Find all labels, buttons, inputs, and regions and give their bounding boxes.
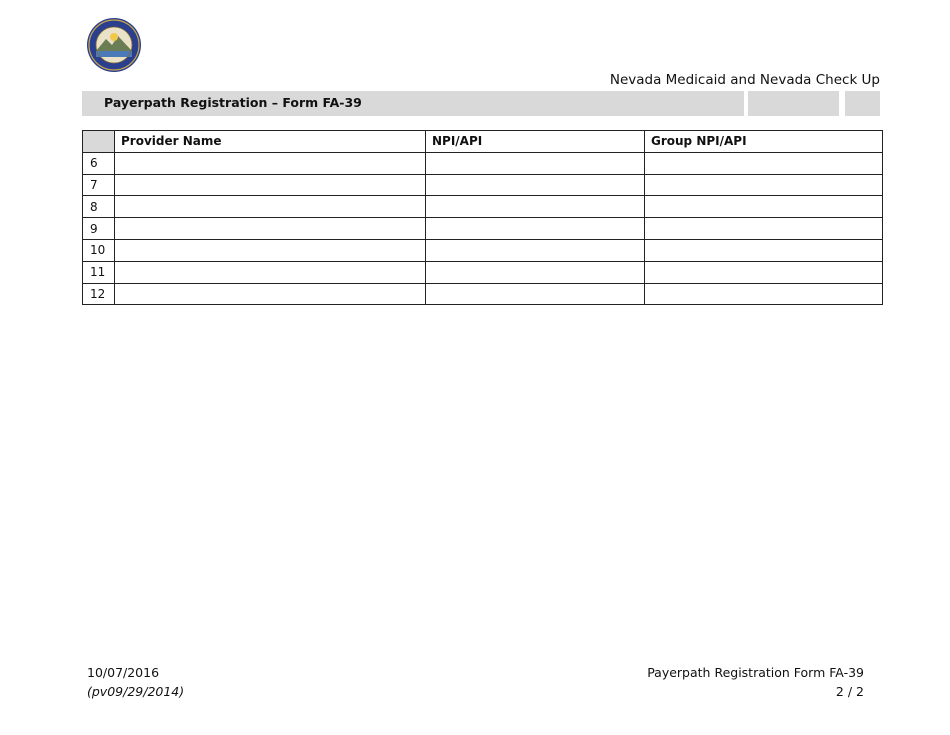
provider-name-cell[interactable] [115,261,426,283]
row-number: 8 [83,196,115,218]
npi-api-cell[interactable] [426,239,645,261]
provider-name-cell[interactable] [115,218,426,240]
table-header-row [83,131,883,153]
column-header-number [83,131,115,153]
column-header-provider-name: Provider Name [115,131,426,153]
table-row [83,174,883,196]
provider-name-cell[interactable] [115,152,426,174]
title-bar-box [748,91,839,116]
footer-left [87,663,184,701]
title-bar-box-small [845,91,880,116]
table-row [83,283,883,305]
column-header-npi-api: NPI/API [426,131,645,153]
row-number: 11 [83,261,115,283]
npi-api-cell[interactable] [426,261,645,283]
group-npi-api-cell[interactable] [645,196,883,218]
footer-date: 10/07/2016 [87,665,160,680]
row-number: 9 [83,218,115,240]
npi-api-cell[interactable] [426,152,645,174]
form-title: Payerpath Registration – Form FA-39 [104,95,362,110]
group-npi-api-cell[interactable] [645,152,883,174]
npi-api-cell[interactable] [426,218,645,240]
provider-name-cell[interactable] [115,239,426,261]
npi-api-cell[interactable] [426,196,645,218]
form-title-bar [82,91,744,116]
state-seal-logo [86,17,142,73]
footer-version: (pv09/29/2014) [87,684,185,699]
row-number: 6 [83,152,115,174]
provider-name-cell[interactable] [115,174,426,196]
group-npi-api-cell[interactable] [645,174,883,196]
table-row [83,239,883,261]
provider-name-cell[interactable] [115,283,426,305]
row-number: 7 [83,174,115,196]
footer-page-number: 2 / 2 [835,684,864,699]
group-npi-api-cell[interactable] [645,239,883,261]
provider-name-cell[interactable] [115,196,426,218]
table-row [83,196,883,218]
table-row [83,218,883,240]
column-header-group-npi-api: Group NPI/API [645,131,883,153]
footer-form-name: Payerpath Registration Form FA-39 [647,665,864,680]
group-npi-api-cell[interactable] [645,283,883,305]
group-npi-api-cell[interactable] [645,218,883,240]
table-row [83,152,883,174]
row-number: 10 [83,239,115,261]
footer-right [647,663,864,701]
npi-api-cell[interactable] [426,174,645,196]
agency-name: Nevada Medicaid and Nevada Check Up [609,72,880,88]
group-npi-api-cell[interactable] [645,261,883,283]
table-row [83,261,883,283]
npi-api-cell[interactable] [426,283,645,305]
row-number: 12 [83,283,115,305]
provider-table [82,130,883,305]
